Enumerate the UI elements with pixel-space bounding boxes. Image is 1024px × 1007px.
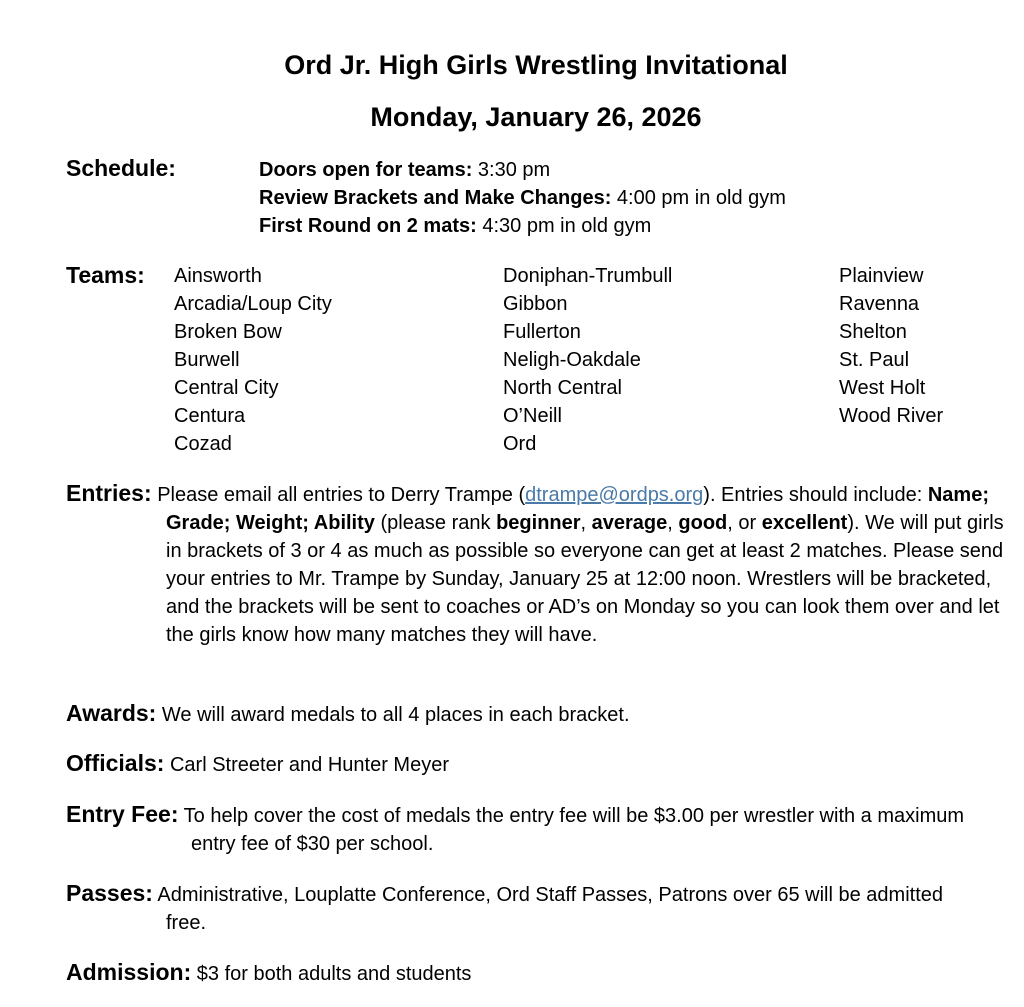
team-item: Wood River <box>839 405 944 427</box>
team-item: North Central <box>503 377 622 399</box>
teams-label: Teams: <box>66 262 145 288</box>
teams-column-1 <box>174 262 332 458</box>
team-item: Doniphan-Trumbull <box>503 265 673 287</box>
officials-section: Officials: Carl Streeter and Hunter Meyer <box>66 750 449 776</box>
schedule-list <box>259 156 786 240</box>
event-date: Monday, January 26, 2026 <box>370 102 702 132</box>
admission-label: Admission: <box>66 959 192 985</box>
team-item: Neligh-Oakdale <box>503 349 641 371</box>
team-item: Burwell <box>174 349 240 371</box>
awards-label: Awards: <box>66 700 157 726</box>
team-item: Ainsworth <box>174 265 262 287</box>
entry-fee-label: Entry Fee: <box>66 801 179 827</box>
team-item: Shelton <box>839 321 907 343</box>
schedule-label: Schedule: <box>66 155 176 181</box>
team-item: Ord <box>503 433 537 455</box>
admission-section: Admission: $3 for both adults and students <box>66 959 472 985</box>
team-item: Broken Bow <box>174 321 282 343</box>
schedule-item: First Round on 2 mats: 4:30 pm in old gym <box>259 215 652 237</box>
schedule-item: Doors open for teams: 3:30 pm <box>259 159 551 181</box>
team-item: Ravenna <box>839 293 920 315</box>
schedule-item: Review Brackets and Make Changes: 4:00 pm in old gym <box>259 187 786 209</box>
teams-column-3 <box>839 262 943 430</box>
awards-section: Awards: We will award medals to all 4 places in each bracket. <box>66 700 630 726</box>
page-title: Ord Jr. High Girls Wrestling Invitational <box>284 50 788 80</box>
team-item: Cozad <box>174 433 232 455</box>
team-item: West Holt <box>839 377 926 399</box>
entry-fee-section: Entry Fee: To help cover the cost of medals the entry fee will be $3.00 per wrestler with a maximum entry fee of $30 per school. <box>66 801 965 855</box>
team-item: Central City <box>174 377 279 399</box>
email-link[interactable]: dtrampe@ordps.org <box>525 484 704 506</box>
entries-section: Entries: Please email all entries to Derry Trampe (dtrampe@ordps.org). Entries should include: Name; Grade; Weight; Ability (please rank beginner, average, good, or excellent). We will put girls in brackets of 3 or 4 as much as possible so everyone can get at least 2 matches. Please send your entries to Mr. Trampe by Sunday, January 25 at 12:00 noon. Wrestlers will be bracketed, and the brackets will be sent to coaches or AD’s on Monday so you can look them over and let the girls know how many matches they will have. <box>66 480 1004 646</box>
team-item: Centura <box>174 405 246 427</box>
team-item: Plainview <box>839 265 924 287</box>
team-item: O’Neill <box>503 405 562 427</box>
team-item: Fullerton <box>503 321 581 343</box>
officials-label: Officials: <box>66 750 165 776</box>
entries-label: Entries: <box>66 480 152 506</box>
team-item: St. Paul <box>839 349 910 371</box>
passes-label: Passes: <box>66 880 153 906</box>
team-item: Arcadia/Loup City <box>174 293 332 315</box>
team-item: Gibbon <box>503 293 568 315</box>
teams-column-2 <box>503 262 672 458</box>
passes-section: Passes: Administrative, Louplatte Conference, Ord Staff Passes, Patrons over 65 will be admitted free. <box>66 880 944 934</box>
